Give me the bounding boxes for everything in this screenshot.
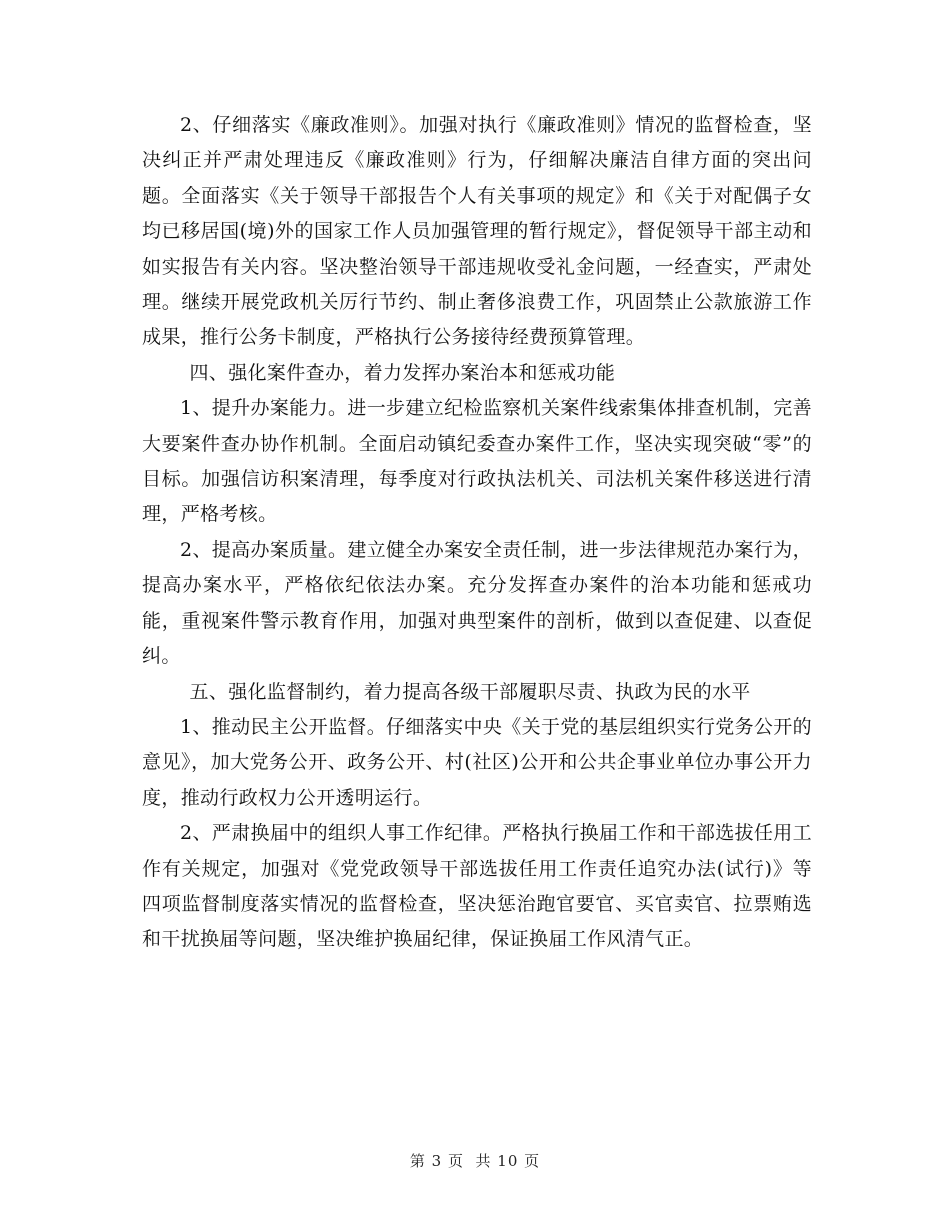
footer-page-number: 3: [431, 1152, 443, 1170]
footer-prefix: 第: [409, 1152, 426, 1170]
document-body: [142, 108, 812, 958]
paragraph-minzhu-gongkai: 1、推动民主公开监督。仔细落实中央《关于党的基层组织实行党务公开的意见》，加大党务公开、政务公开、村(社区)公开和公共企事业单位办事公开力度，推动行政权力公开透明运行。: [142, 715, 812, 809]
paragraph-banan-zhiliang: 2、提高办案质量。建立健全办案安全责任制，进一步法律规范办案行为，提高办案水平，严格依纪依法办案。充分发挥查办案件的治本功能和惩戒功能，重视案件警示教育作用，加强对典型案件的剖析，做到以查促建、以查促纠。: [142, 538, 812, 668]
paragraph-banan-nengli: 1、提升办案能力。进一步建立纪检监察机关案件线索集体排查机制，完善大要案件查办协作机制。全面启动镇纪委查办案件工作，坚决实现突破“零”的目标。加强信访积案清理，每季度对行政执法机关、司法机关案件移送进行清理，严格考核。: [142, 397, 812, 526]
page-footer: [0, 1150, 950, 1171]
footer-middle: 页 共: [447, 1152, 492, 1170]
paragraph-lianzheng-zhunze: 2、仔细落实《廉政准则》。加强对执行《廉政准则》情况的监督检查，坚决纠正并严肃处理违反《廉政准则》行为，仔细解决廉洁自律方面的突出问题。全面落实《关于领导干部报告个人有关事项的规定》和《关于对配偶子女均已移居国(境)外的国家工作人员加强管理的暂行规定》，督促领导干部主动和如实报告有关内容。坚决整治领导干部违规收受礼金问题，一经查实，严肃处理。继续开展党政机关厉行节约、制止奢侈浪费工作，巩固禁止公款旅游工作成果，推行公务卡制度，严格执行公务接待经费预算管理。: [142, 114, 812, 349]
footer-suffix: 页: [524, 1152, 541, 1170]
footer-total-pages: 10: [497, 1152, 519, 1170]
section-heading-4: 四、强化案件查办，着力发挥办案治本和惩戒功能: [189, 361, 616, 384]
paragraph-huanjie-jilv: 2、严肃换届中的组织人事工作纪律。严格执行换届工作和干部选拔任用工作有关规定，加强对《党党政领导干部选拔任用工作责任追究办法(试行)》等四项监督制度落实情况的监督检查，坚决惩治跑官要官、买官卖官、拉票贿选和干扰换届等问题，坚决维护换届纪律，保证换届工作风清气正。: [142, 822, 812, 951]
section-heading-5: 五、强化监督制约，着力提高各级干部履职尽责、执政为民的水平: [189, 680, 751, 703]
